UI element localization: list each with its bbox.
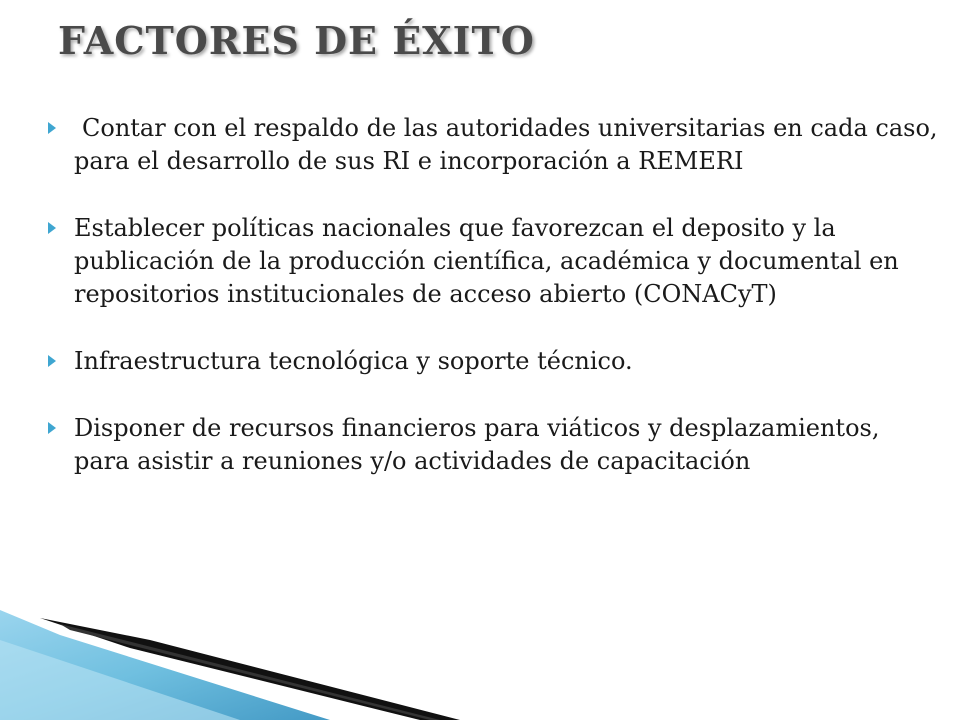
bullet-text: Infraestructura tecnológica y soporte técnico. xyxy=(74,347,633,375)
triangle-right-icon xyxy=(48,122,56,134)
triangle-right-icon xyxy=(48,355,56,367)
decor-light-stripe xyxy=(0,640,240,720)
triangle-right-icon xyxy=(48,422,56,434)
bullet-item xyxy=(48,345,938,378)
bullet-item xyxy=(48,412,938,478)
bullet-text: Contar con el respaldo de las autoridades universitarias en cada caso, para el desarrollo de sus RI e incorporación a REMERI xyxy=(74,114,938,175)
bullet-text: Disponer de recursos financieros para viáticos y desplazamientos, para asistir a reuniones y/o actividades de capacitación xyxy=(74,414,880,475)
corner-decoration xyxy=(0,610,460,720)
bullet-item xyxy=(48,112,938,178)
bullet-text: Establecer políticas nacionales que favorezcan el deposito y la publicación de la producción científica, académica y documental en repositorios institucionales de acceso abierto (CONACyT) xyxy=(74,214,899,308)
triangle-right-icon xyxy=(48,222,56,234)
bullet-list xyxy=(48,112,938,512)
bullet-item xyxy=(48,212,938,311)
slide-title: FACTORES DE ÉXITO xyxy=(58,18,535,63)
